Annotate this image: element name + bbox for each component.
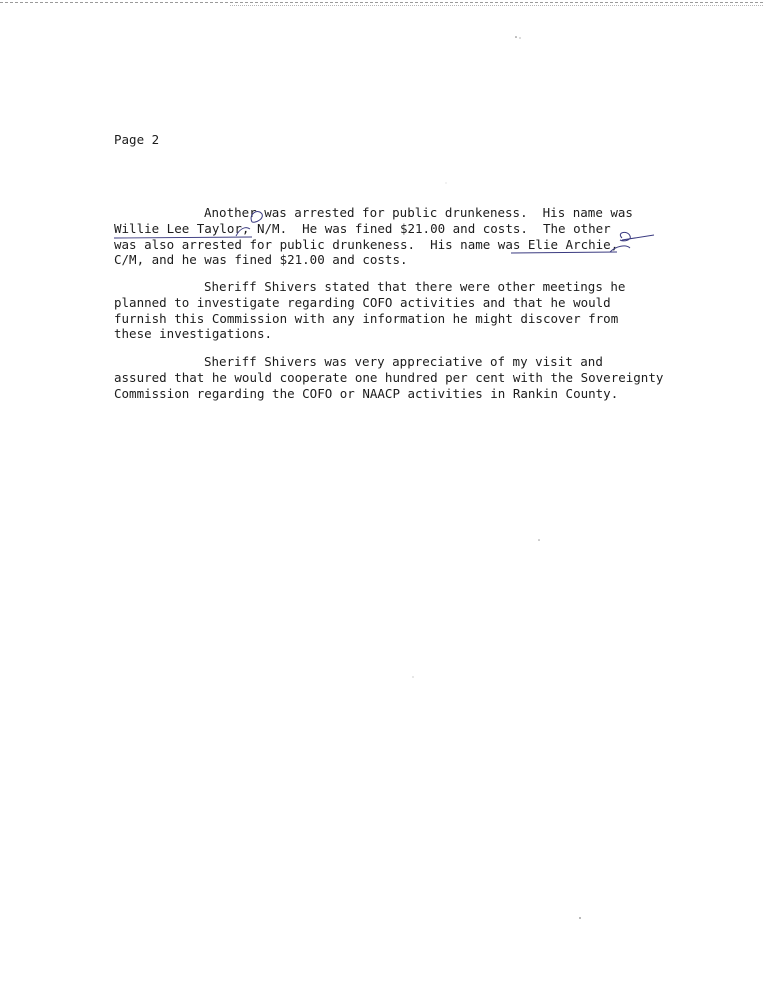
top-scan-edge [0,2,763,3]
paragraph-line: Commission regarding the COFO or NAACP activities in Rankin County. [114,385,619,401]
paragraph-line: furnish this Commission with any information he might discover from [114,310,619,326]
paragraph-line: assured that he would cooperate one hundred per cent with the Sovereignty [114,369,664,385]
paragraph-line: Willie Lee Taylor, N/M. He was fined $21.00 and costs. The other [114,220,611,236]
paragraph-line: was also arrested for public drunkeness. His name was Elie Archie, [114,236,619,252]
paragraph-line: C/M, and he was fined $21.00 and costs. [114,252,408,268]
scan-speck [519,37,520,38]
paragraph-line: Sheriff Shivers was very appreciative of my visit and [204,354,603,369]
paragraph-line: Sheriff Shivers stated that there were other meetings he [204,279,626,294]
scan-speck [515,36,517,38]
paragraph-line: Another was arrested for public drunkeness. His name was [204,205,633,220]
paragraph-investigation [114,279,674,342]
top-scan-edge-dots [230,5,763,6]
scan-speck [446,183,447,184]
paragraph-arrests [114,205,674,268]
scan-speck [412,676,413,677]
scan-speck [579,917,581,919]
scan-speck [538,539,540,541]
paragraph-line: these investigations. [114,326,273,342]
paragraph-line: planned to investigate regarding COFO activities and that he would [114,294,611,310]
paragraph-cooperation [114,354,674,401]
page-number: Page 2 [114,132,160,147]
